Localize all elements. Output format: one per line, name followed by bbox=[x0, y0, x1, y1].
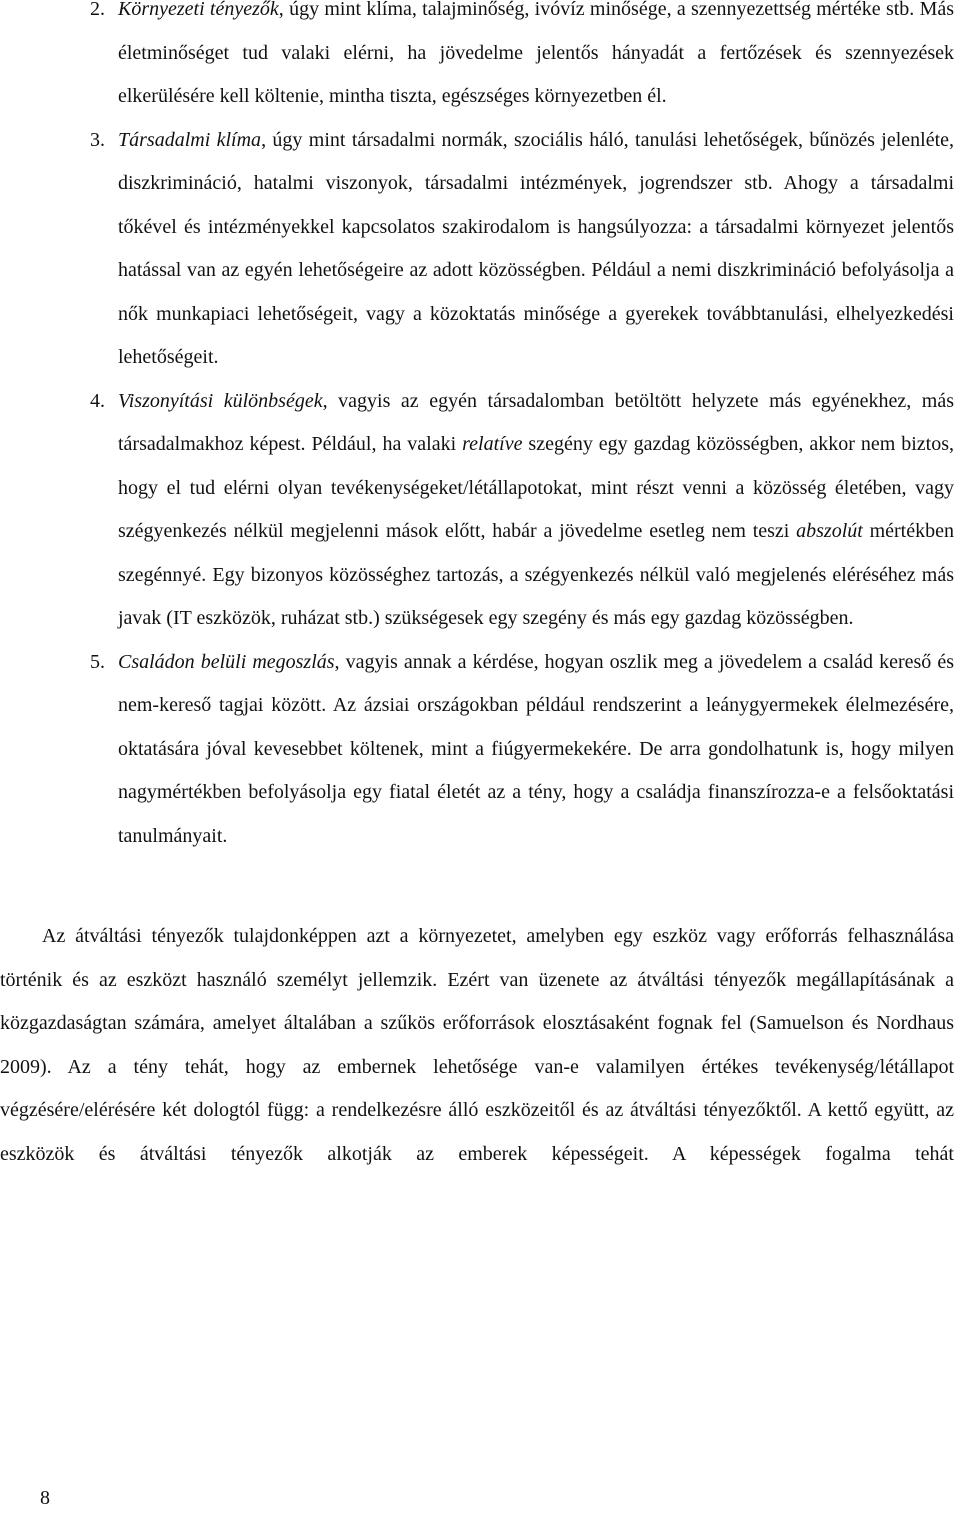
list-item-number: 3. bbox=[90, 128, 105, 151]
list-item-number: 5. bbox=[90, 650, 105, 673]
list-item-number: 2. bbox=[90, 0, 105, 20]
list-item bbox=[0, 119, 960, 380]
list-item-number: 4. bbox=[90, 389, 105, 412]
list-item-text: , úgy mint klíma, talajminőség, ivóvíz minősége, a szennyezettség mértéke stb. Más életminőséget tud valaki elérni, ha jövedelme jelentős hányadát a fertőzések és szennyezések elkerülésére kell költenie, mintha tiszta, egészséges környezetben él. bbox=[118, 0, 955, 107]
list-item bbox=[0, 380, 960, 641]
list-item-text: , vagyis annak a kérdése, hogyan oszlik meg a jövedelem a család kereső és nem-kereső tagjai között. Az ázsiai országokban például rendszerint a leánygyermekek élelmezésére, oktatására jóval kevesebbet költenek, mint a fiúgyermekekére. De arra gondolhatunk is, hogy milyen nagymértékben befolyásolja egy fiatal életét az a tény, hogy a családja finanszírozza-e a felsőoktatási tanulmányait. bbox=[118, 650, 955, 847]
list-item-text: szegény egy gazdag közösségben, akkor nem biztos, hogy el tud elérni olyan tevékenységeket/létállapotokat, mint részt venni a közösség életében, vagy szégyenkezés nélkül megjelenni mások előtt, habár a jövedelme esetleg nem teszi bbox=[118, 433, 954, 542]
emphasis-absolute: abszolút bbox=[796, 520, 863, 542]
page-number: 8 bbox=[40, 1487, 50, 1509]
list-item-text: , úgy mint társadalmi normák, szociális háló, tanulási lehetőségek, bűnözés jelenléte, diszkrimináció, hatalmi viszonyok, társadalmi intézmények, jogrendszer stb. Ahogy a társadalmi tőkével és intézményekkel kapcsolatos szakirodalom is hangsúlyozza: a társadalmi környezet jelentős hatással van az egyén lehetőségeire az adott közösségben. Például a nemi diszkrimináció befolyásolja a nők munkapiaci lehetőségeit, vagy a közoktatás minősége a gyerekek továbbtanulási, elhelyezkedési lehetőségeit. bbox=[118, 128, 955, 368]
list-item-text: mértékben szegénnyé. Egy bizonyos közösséghez tartozás, a szégyenkezés nélkül való megjelenés eléréséhez más javak (IT eszközök, ruházat stb.) szükségesek egy szegény és más egy gazdag közösségben. bbox=[118, 520, 954, 629]
list-item-term: Családon belüli megoszlás bbox=[118, 650, 335, 673]
closing-paragraph: Az átváltási tényezők tulajdonképpen azt a környezetet, amelyben egy eszköz vagy erőforrás felhasználása történik és az eszközt használó személyt jellemzik. Ezért van üzenete az átváltási tényezők megállapításának a közgazdaságtan számára, amelyet általában a szűkös erőforrások elosztásaként fognak fel (Samuelson és Nordhaus 2009). Az a tény tehát, hogy az embernek lehetősége van-e valamilyen értékes tevékenység/létállapot végzésére/elérésére két dologtól függ: a rendelkezésre álló eszközeitől és az átváltási tényezőktől. A kettő együtt, az eszközök és átváltási tényezők alkotják az emberek képességeit. A képességek fogalma tehát bbox=[0, 925, 954, 1165]
list-item-term: Viszonyítási különbségek bbox=[118, 389, 323, 412]
emphasis-relative: relatíve bbox=[462, 433, 523, 455]
list-item-term: Környezeti tényezők bbox=[118, 0, 279, 20]
list-item bbox=[0, 641, 960, 859]
list-item-term: Társadalmi klíma bbox=[118, 128, 262, 151]
list-item-text: , vagyis az egyén társadalomban betöltött helyzete más egyénekhez, más társadalmakhoz képest. Például, ha valaki bbox=[118, 389, 954, 455]
list-item bbox=[0, 0, 960, 119]
